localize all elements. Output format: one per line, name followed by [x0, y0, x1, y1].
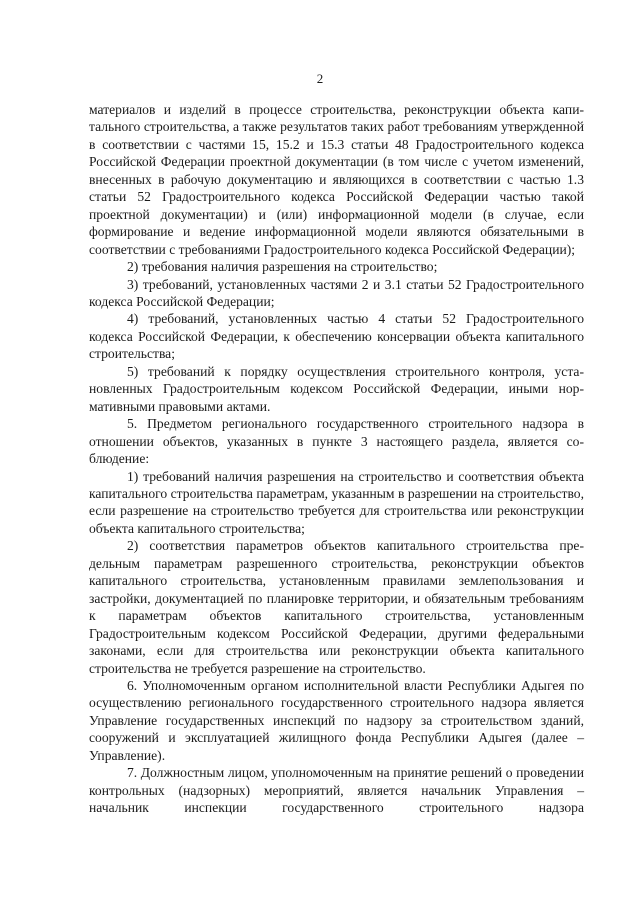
- section-6-paragraph: 6. Уполномоченным органом исполнительной власти Республики Адыгея по осуществлению регионального государственного строительного надзора является Управление государственных инспекций по надзору за строительством зданий, сооружений и эксплуатацией жилищного фонда Республики Адыгея (далее – Управление).: [89, 677, 584, 763]
- list-item-2: 2) требования наличия разрешения на строительство;: [127, 259, 438, 275]
- page-number: 2: [316, 71, 324, 86]
- list-item-3: 3) требований, установленных частями 2 и 3.1 статьи 52 Градостроительного кодекса Российской Федерации;: [89, 276, 584, 309]
- paragraph-continuation: материалов и изделий в процессе строительства, реконструкции объекта капитального строительства, а также результатов таких работ требованиям утвержденной в соответствии с частями 15, 15.2 и 15.3 статьи 48 Градостроительного кодекса Российской Федерации проектной документации (в том числе с учетом изменений, внесенных в рабочую документацию и являющихся в соответствии с частью 1.3 статьи 52 Градостроительного кодекса Российской Федерации частью такой проектной документации) и (или) информационной модели (в случае, если формирование и ведение информационной модели являются обязательными в соответствии с требованиями Градостроительного кодекса Российской Федерации);: [89, 102, 584, 257]
- document-body: [89, 101, 584, 817]
- list-item-4: 4) требований, установленных частью 4 статьи 52 Градостроительного кодекса Российской Федерации, к обеспечению консервации объекта капитального строительства;: [89, 311, 584, 362]
- section-5-item-1: 1) требований наличия разрешения на строительство и соответствия объекта капитального строительства параметрам, указанным в разрешении на строительство, если разрешение на строительство требуется для строительства или реконструкции объекта капитального строительства;: [89, 468, 584, 536]
- section-5-paragraph: 5. Предметом регионального государственного строительного надзора в отношении объектов, указанных в пункте 3 настоящего раздела, является соблюдение:: [89, 416, 584, 467]
- section-5-item-2: 2) соответствия параметров объектов капитального строительства предельным параметрам разрешенного строительства, реконструкции объектов капитального строительства, установленным правилами землепользования и застройки, документацией по планировке территории, и обязательным требованиям к параметрам объектов капитального строительства, установленным Градостроительным кодексом Российской Федерации, другими федеральными законами, если для строительства или реконструкции объекта капитального строительства не требуется разрешение на строительство.: [89, 538, 584, 676]
- list-item-5: 5) требований к порядку осуществления строительного контроля, установленных Градостроительным кодексом Российской Федерации, иными нормативными правовыми актами.: [89, 363, 584, 414]
- section-7-paragraph: 7. Должностным лицом, уполномоченным на принятие решений о проведении контрольных (надзорных) мероприятий, является начальник Управления – начальник инспекции государственного строительного надзора: [89, 765, 584, 816]
